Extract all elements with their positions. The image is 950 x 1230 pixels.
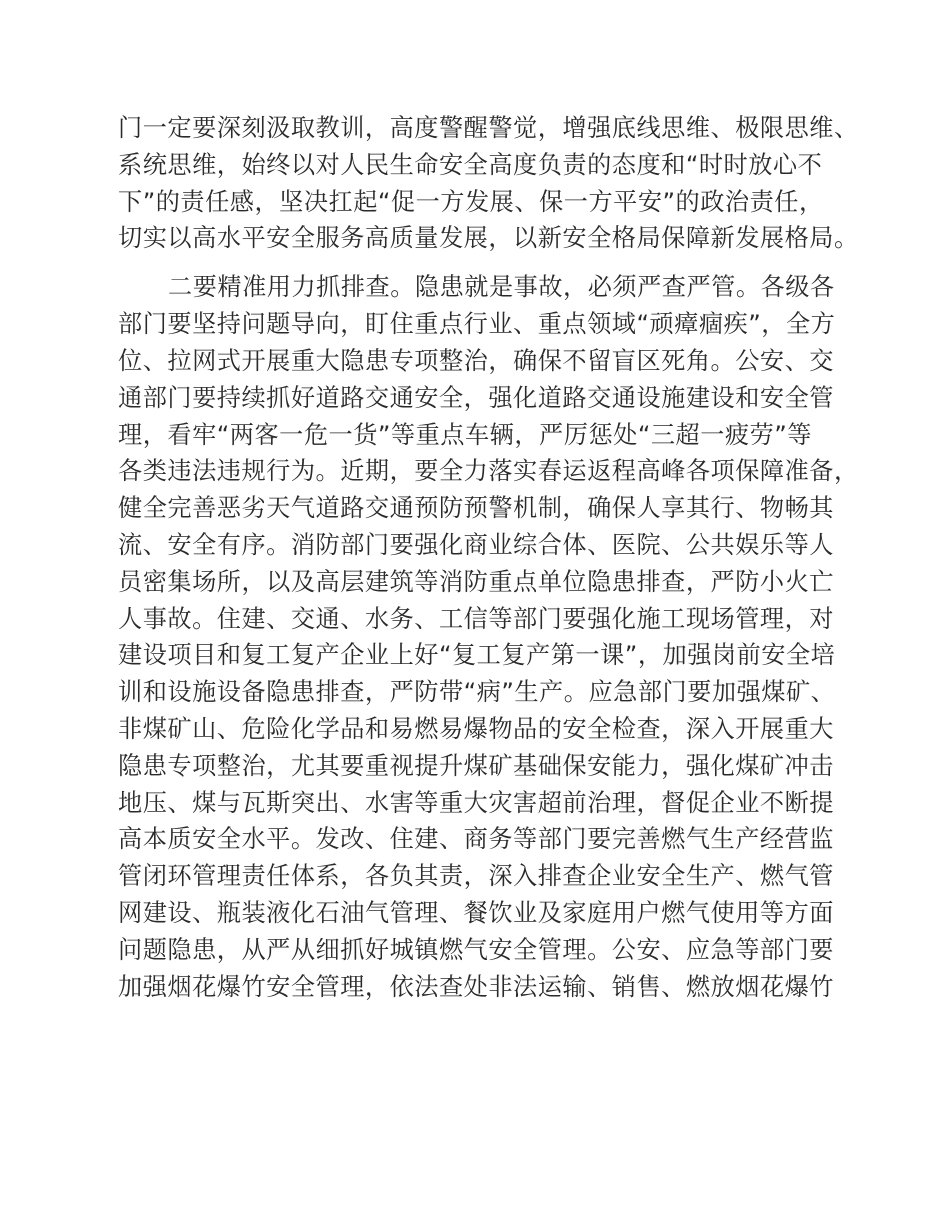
text-line: 系统思维，始终以对人民生命安全高度负责的态度和“时时放心不 — [118, 150, 823, 179]
text-line: 流、安全有序。消防部门要强化商业综合体、医院、公共娱乐等人 — [118, 530, 834, 559]
text-line: 健全完善恶劣天气道路交通预防预警机制，确保人享其行、物畅其 — [118, 494, 834, 523]
text-line: 管闭环管理责任体系，各负其责，深入排查企业安全生产、燃气管 — [118, 862, 834, 891]
text-line: 位、拉网式开展重大隐患专项整治，确保不留盲区死角。公安、交 — [118, 346, 834, 375]
text-line: 训和设施设备隐患排查，严防带“病”生产。应急部门要加强煤矿、 — [118, 678, 836, 707]
text-line: 员密集场所，以及高层建筑等消防重点单位隐患排查，严防小火亡 — [118, 567, 834, 596]
text-line: 建设项目和复工复产企业上好“复工复产第一课”，加强岗前安全培 — [118, 641, 836, 670]
text-line: 部门要坚持问题导向，盯住重点行业、重点领域“顽瘴痼疾”，全方 — [118, 310, 836, 339]
text-line: 人事故。住建、交通、水务、工信等部门要强化施工现场管理，对 — [118, 604, 834, 633]
text-line: 各类违法违规行为。近期，要全力落实春运返程高峰各项保障准备， — [118, 457, 859, 486]
text-line: 问题隐患，从严从细抓好城镇燃气安全管理。公安、应急等部门要 — [118, 935, 834, 964]
text-line: 切实以高水平安全服务高质量发展，以新安全格局保障新发展格局。 — [118, 224, 859, 253]
text-line: 加强烟花爆竹安全管理，依法查处非法运输、销售、燃放烟花爆竹 — [118, 972, 834, 1001]
text-line: 二要精准用力抓排查。隐患就是事故，必须严查严管。各级各 — [168, 273, 835, 302]
text-line: 高本质安全水平。发改、住建、商务等部门要完善燃气生产经营监 — [118, 825, 834, 854]
text-line: 理，看牢“两客一危一货”等重点车辆，严厉惩处“三超一疲劳”等 — [118, 420, 812, 449]
text-line: 非煤矿山、危险化学品和易燃易爆物品的安全检查，深入开展重大 — [118, 714, 834, 743]
paragraph-2 — [118, 271, 858, 1002]
text-line: 网建设、瓶装液化石油气管理、餐饮业及家庭用户燃气使用等方面 — [118, 898, 834, 927]
text-line: 地压、煤与瓦斯突出、水害等重大灾害超前治理，督促企业不断提 — [118, 788, 834, 817]
text-line: 下”的责任感，坚决扛起“促一方发展、保一方平安”的政治责任， — [118, 187, 824, 216]
text-line: 门一定要深刻汲取教训，高度警醒警觉，增强底线思维、极限思维、 — [118, 114, 859, 142]
document-body — [118, 112, 858, 1007]
text-line: 隐患专项整治，尤其要重视提升煤矿基础保安能力，强化煤矿冲击 — [118, 751, 834, 780]
paragraph-1 — [118, 112, 858, 254]
text-line: 通部门要持续抓好道路交通安全，强化道路交通设施建设和安全管 — [118, 383, 834, 412]
